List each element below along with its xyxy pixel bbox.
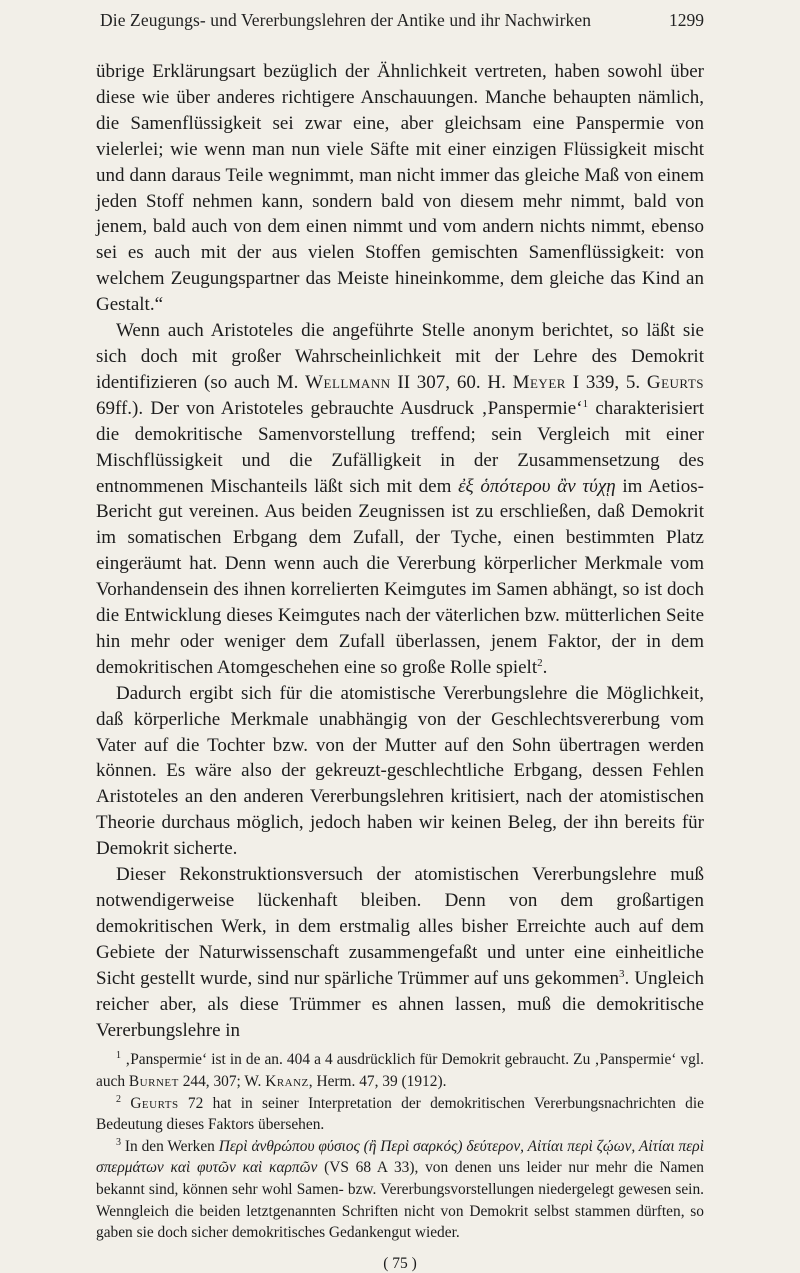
text-span: Wenn auch Aristoteles die angeführte Stelle anonym berichtet, so läßt sie sich doch mit großer Wahrscheinlichkeit mit der Lehre des Demokrit identifizieren (so auch M. [96, 320, 704, 393]
main-text [96, 59, 704, 1043]
text-span: 69ff.). Der von Aristoteles gebrauchte Ausdruck ‚Panspermie‘ [96, 397, 583, 419]
paragraph-1: übrige Erklärungsart bezüglich der Ähnlichkeit vertreten, haben sowohl über diese wie über anderes richtigere Anschauungen. Manche behaupten nämlich, die Samenflüssigkeit sei zwar eine, aber gleichsam eine Panspermie von vielerlei; wie wenn man nun viele Säfte mit einer einzigen Flüssigkeit mischt und dann daraus Teile wegnimmt, man nicht immer das gleiche Maß von einem jeden Stoff nehmen kann, sondern bald von diesem mehr nimmt, bald von jenem, bald auch von dem einen nimmt und vom andern nichts nimmt, ebenso sei es auch mit der aus vielen Stoffen gemischten Samenflüssigkeit: von welchem Zeugungspartner das Meiste hineinkomme, dem gleiche das Kind an Gestalt.“ [96, 61, 704, 316]
text-span: 244, 307; W. [178, 1073, 266, 1091]
text-span: 72 hat in seiner Interpretation der demokritischen Vererbungsnachrichten die Bedeutung dieses Faktors übersehen. [96, 1094, 704, 1134]
folio: ( 75 ) [383, 1254, 417, 1272]
greek-titles: Περὶ ἀνθρώπου φύσιος (ἢ Περὶ σαρκός) δεύτερον, Αἰτίαι περὶ ζῴων, Αἰτίαι περὶ σπερμάτων καὶ φυτῶν καὶ καρπῶν [96, 1137, 704, 1177]
author-name: Burnet [128, 1073, 179, 1091]
text-span: , Herm. 47, 39 (1912). [308, 1073, 447, 1091]
greek-quote: ἐξ ὁπότερου ἂν τύχῃ [458, 475, 616, 497]
footnote-mark: 2 [116, 1093, 121, 1105]
footnote-mark: 1 [116, 1050, 121, 1062]
text-span: . Ungleich reicher aber, als diese Trümmer es ahnen lassen, muß die demokritische Vererbungslehre in [96, 967, 704, 1041]
author-name: Geurts [646, 371, 704, 393]
author-name: Geurts [130, 1094, 179, 1112]
author-name: Kranz [265, 1073, 309, 1091]
footnote-ref: 1 [582, 397, 589, 410]
running-header [96, 10, 704, 38]
text-span: I 339, 5. [565, 371, 647, 393]
footnote-ref: 2 [537, 656, 543, 669]
text-span: II 307, 60. H. [390, 371, 513, 393]
running-title: Die Zeugungs- und Vererbungslehren der Antike und ihr Nachwirken [100, 10, 592, 30]
footnote-mark: 3 [116, 1136, 121, 1148]
paragraph-2 [96, 318, 704, 681]
text-span: In den Werken [121, 1137, 219, 1155]
paragraph-4 [96, 862, 704, 1043]
text-span: im Aetios-Bericht gut vereinen. Aus beiden Zeugnissen ist zu erschließen, daß Demokrit im somatischen Erbgang dem Zufall, der Tyche, einen bestimmten Platz eingeräumt hat. Denn wenn auch die Vererbung körperlicher Merkmale vom Vorhandensein des ihnen korrelierten Keimgutes im Samen abhängt, so ist doch die Entwicklung dieses Keimgutes nach der väterlichen bzw. mütterlichen Seite hin mehr oder weniger dem Zufall überlassen, jenem Faktor, der in dem demokritischen Atomgeschehen eine so große Rolle spielt [96, 475, 704, 678]
text-span: ‚Panspermie‘ ist in de an. 404 a 4 ausdrücklich für Demokrit gebraucht. Zu ‚Panspermie‘ vgl. auch [96, 1051, 704, 1091]
text-span: Dieser Rekonstruktionsversuch der atomistischen Vererbungslehre muß notwendigerweise lückenhaft bleiben. Denn von dem großartigen demokritischen Werk, in dem erstmalig alles bisher Erreichte auch auf dem Gebiete der Naturwissenschaft zusammengefaßt und unter eine einheitliche Sicht gestellt wurde, sind nur spärliche Trümmer auf uns gekommen [96, 864, 704, 989]
paragraph-3: Dadurch ergibt sich für die atomistische Vererbungslehre die Möglichkeit, daß körperliche Merkmale unabhängig von der Geschlechtsvererbung vom Vater auf die Tochter bzw. von der Mutter auf den Sohn übertragen werden können. Es wäre also der gekreuzt-geschlechtliche Erbgang, dessen Fehlen Aristoteles an den anderen Vererbungslehren kritisiert, nach der atomistischen Theorie durchaus möglich, jedoch haben wir keinen Beleg, der ihn bereits für Demokrit sicherte. [96, 682, 704, 860]
footnote-ref: 3 [619, 967, 625, 980]
footnote-2 [96, 1093, 704, 1136]
author-name: Meyer [512, 371, 566, 393]
text-span: . [542, 656, 548, 678]
footnote-1 [96, 1049, 704, 1092]
footnote-3 [96, 1136, 704, 1244]
text-span: charakterisiert die demokritische Samenvorstellung treffend; sein Vergleich mit einer Mischflüssigkeit und die Zufälligkeit in der Zusammensetzung des entnommenen Mischanteils läßt sich mit dem [96, 397, 705, 497]
author-name: Wellmann [305, 371, 391, 393]
page-number: 1299 [669, 10, 704, 30]
footnotes [96, 1049, 704, 1243]
text-span: (VS 68 A 33), von denen uns leider nur mehr die Namen bekannt sind, können sehr wohl Samen- bzw. Vererbungsvorstellungen niedergelegt gewesen sein. Wenngleich die beiden letztgenannten Schriften nicht von Demokrit selbst stammen dürften, so gaben sie doch sicher demokritisches Gedankengut wieder. [96, 1159, 705, 1242]
